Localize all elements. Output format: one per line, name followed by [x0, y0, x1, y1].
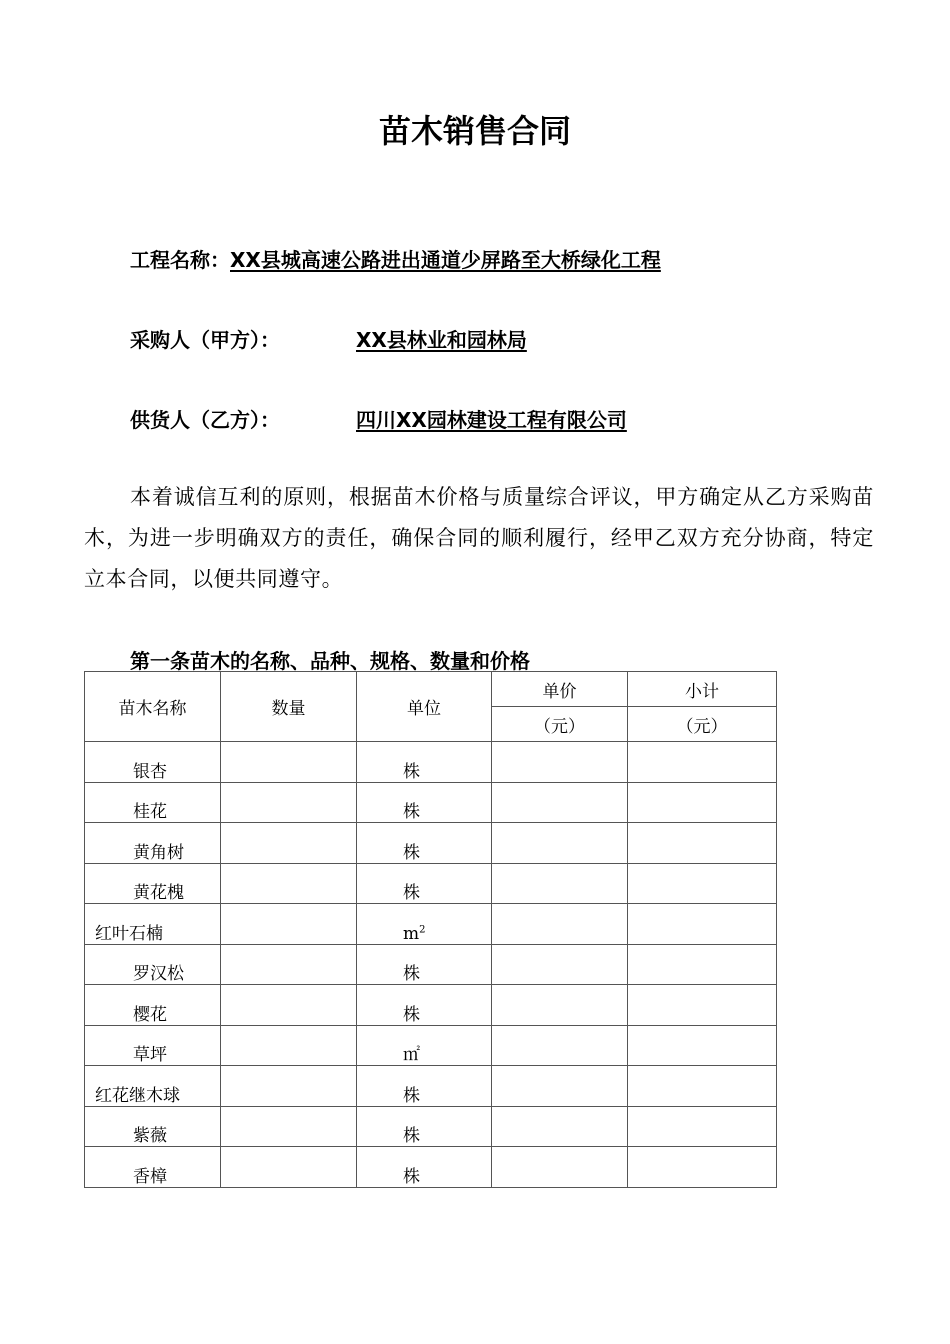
item-unit [357, 1066, 492, 1107]
item-qty [221, 985, 357, 1026]
item-unit-text: 株 [403, 1004, 420, 1025]
item-unit-text: 株 [403, 1085, 420, 1106]
item-qty [221, 742, 357, 783]
supplier-label: 供货人（乙方）： [130, 408, 280, 432]
item-subtotal [628, 1147, 777, 1188]
item-subtotal [628, 863, 777, 904]
project-name-value: XX县城高速公路进出通道少屏路至大桥绿化工程 [230, 248, 661, 272]
item-name: 黄花槐 [85, 863, 221, 904]
item-price [492, 742, 628, 783]
item-qty [221, 1147, 357, 1188]
item-unit-text: m [403, 923, 420, 944]
item-name: 草坪 [85, 1025, 221, 1066]
item-name: 香樟 [85, 1147, 221, 1188]
supplier-field [130, 404, 627, 433]
item-unit [357, 1025, 492, 1066]
item-subtotal [628, 1025, 777, 1066]
item-name: 罗汉松 [85, 944, 221, 985]
item-price [492, 904, 628, 945]
item-subtotal [628, 782, 777, 823]
item-price [492, 1066, 628, 1107]
table-row [85, 863, 777, 904]
table-row [85, 904, 777, 945]
header-name: 苗木名称 [85, 672, 221, 742]
item-unit-text: ㎡ [403, 1045, 420, 1065]
item-unit-text: 株 [403, 1166, 420, 1187]
item-qty [221, 1066, 357, 1107]
item-name: 黄角树 [85, 823, 221, 864]
item-qty [221, 904, 357, 945]
item-unit-text: 株 [403, 1126, 420, 1146]
item-subtotal [628, 823, 777, 864]
item-unit [357, 742, 492, 783]
project-name-field [130, 244, 661, 273]
item-qty [221, 863, 357, 904]
item-qty [221, 823, 357, 864]
table-row [85, 1147, 777, 1188]
item-name: 樱花 [85, 985, 221, 1026]
table-row [85, 823, 777, 864]
table-header-row [85, 672, 777, 707]
item-name: 紫薇 [85, 1106, 221, 1147]
item-subtotal [628, 904, 777, 945]
table-row [85, 1066, 777, 1107]
table-row [85, 985, 777, 1026]
intro-paragraph: 本着诚信互利的原则，根据苗木价格与质量综合评议，甲方确定从乙方采购苗木，为进一步明确双方的责任，确保合同的顺利履行，经甲乙双方充分协商，特定立本合同，以便共同遵守。 [84, 485, 874, 591]
header-price: 单价 [492, 672, 628, 707]
item-unit-text: 株 [403, 964, 420, 984]
item-subtotal [628, 985, 777, 1026]
item-name: 银杏 [85, 742, 221, 783]
item-price [492, 782, 628, 823]
table-row [85, 944, 777, 985]
item-unit [357, 904, 492, 945]
header-qty: 数量 [221, 672, 357, 742]
item-price [492, 985, 628, 1026]
item-name: 红叶石楠 [85, 904, 221, 945]
buyer-field [130, 324, 527, 353]
item-unit [357, 823, 492, 864]
item-price [492, 823, 628, 864]
item-unit [357, 863, 492, 904]
item-qty [221, 1106, 357, 1147]
item-qty [221, 944, 357, 985]
item-name: 红花继木球 [85, 1066, 221, 1107]
item-unit-superscript: 2 [419, 923, 426, 935]
item-qty [221, 1025, 357, 1066]
item-unit [357, 944, 492, 985]
item-unit-text: 株 [403, 842, 420, 863]
header-price-unit: （元） [492, 707, 628, 742]
item-unit [357, 782, 492, 823]
item-unit [357, 1147, 492, 1188]
table-row [85, 742, 777, 783]
item-qty [221, 782, 357, 823]
item-unit [357, 985, 492, 1026]
item-unit-text: 株 [403, 883, 420, 903]
supplier-value: 四川XX园林建设工程有限公司 [356, 408, 627, 432]
item-price [492, 1147, 628, 1188]
item-price [492, 944, 628, 985]
item-price [492, 863, 628, 904]
table-row [85, 782, 777, 823]
section-title: 第一条苗木的名称、品种、规格、数量和价格 [130, 649, 530, 673]
header-subtotal-unit: （元） [628, 707, 777, 742]
table-row [85, 1025, 777, 1066]
buyer-label: 采购人（甲方）： [130, 328, 280, 352]
header-subtotal: 小计 [628, 672, 777, 707]
item-price [492, 1025, 628, 1066]
price-table [84, 671, 777, 1188]
table-row [85, 1106, 777, 1147]
item-name: 桂花 [85, 782, 221, 823]
item-subtotal [628, 1106, 777, 1147]
buyer-value: XX县林业和园林局 [356, 328, 527, 352]
document-title: 苗木销售合同 [378, 112, 571, 150]
item-subtotal [628, 1066, 777, 1107]
item-price [492, 1106, 628, 1147]
project-name-label: 工程名称： [130, 248, 230, 272]
item-subtotal [628, 944, 777, 985]
item-unit [357, 1106, 492, 1147]
item-unit-text: 株 [403, 761, 420, 782]
item-subtotal [628, 742, 777, 783]
header-unit: 单位 [357, 672, 492, 742]
item-unit-text: 株 [403, 802, 420, 822]
